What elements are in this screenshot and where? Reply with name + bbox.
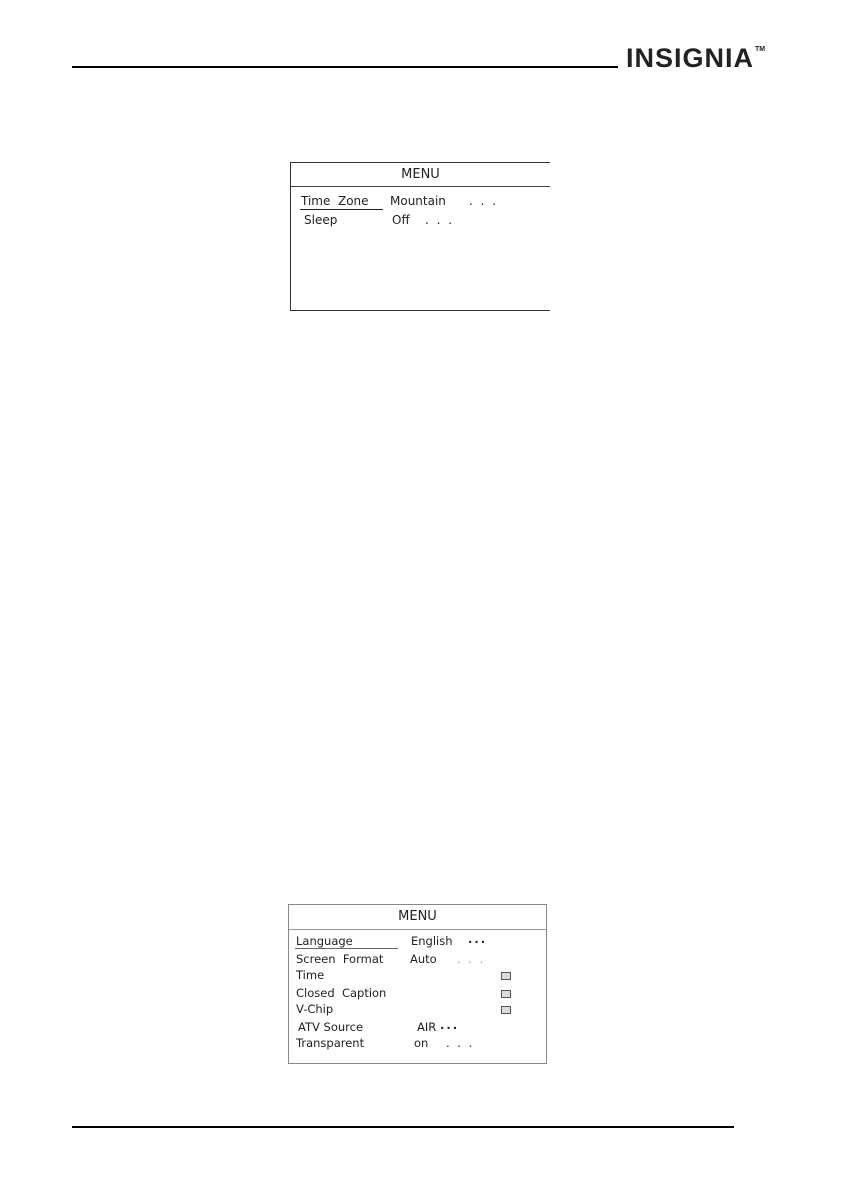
menu-item-value: Mountain [390, 194, 446, 208]
menu-item-label: Time [296, 968, 325, 982]
menu-item-value: AIR [417, 1020, 437, 1034]
menu-item-value: Off [392, 213, 410, 227]
menu-item-value: Auto [410, 952, 437, 966]
menu-title-divider [291, 186, 550, 187]
insignia-logo [626, 43, 765, 74]
main-menu-screenshot [288, 904, 547, 1064]
selection-underline [295, 948, 398, 949]
menu-item-label: Closed Caption [296, 986, 387, 1000]
submenu-icon [501, 990, 511, 998]
footer-rule [72, 1126, 734, 1128]
menu-title: MENU [398, 909, 437, 924]
menu-item-more: ... [468, 932, 488, 946]
menu-item-more: . . . [425, 213, 455, 227]
header-rule [72, 66, 618, 68]
submenu-icon [501, 1006, 511, 1014]
menu-title-divider [289, 929, 546, 930]
menu-item-value: on [414, 1036, 429, 1050]
menu-item-label: Sleep [304, 213, 338, 227]
menu-title: MENU [401, 167, 440, 182]
menu-item-label: ATV Source [298, 1020, 364, 1034]
menu-item-label: V-Chip [296, 1002, 334, 1016]
menu-item-label: Transparent [296, 1036, 365, 1050]
menu-item-more: . . . [457, 952, 486, 966]
menu-item-more: . . . [469, 194, 499, 208]
menu-item-more: . . . [446, 1036, 475, 1050]
selection-underline [300, 209, 383, 210]
time-menu-screenshot [290, 162, 550, 311]
logo-text: INSIGNIA [626, 43, 755, 73]
menu-item-label: Language [296, 934, 353, 948]
submenu-icon [501, 972, 511, 980]
menu-item-label: Screen Format [296, 952, 384, 966]
trademark-mark: TM [755, 46, 766, 53]
menu-item-value: English [411, 934, 453, 948]
menu-item-label: Time Zone [301, 194, 369, 208]
menu-item-more: ... [440, 1018, 460, 1032]
